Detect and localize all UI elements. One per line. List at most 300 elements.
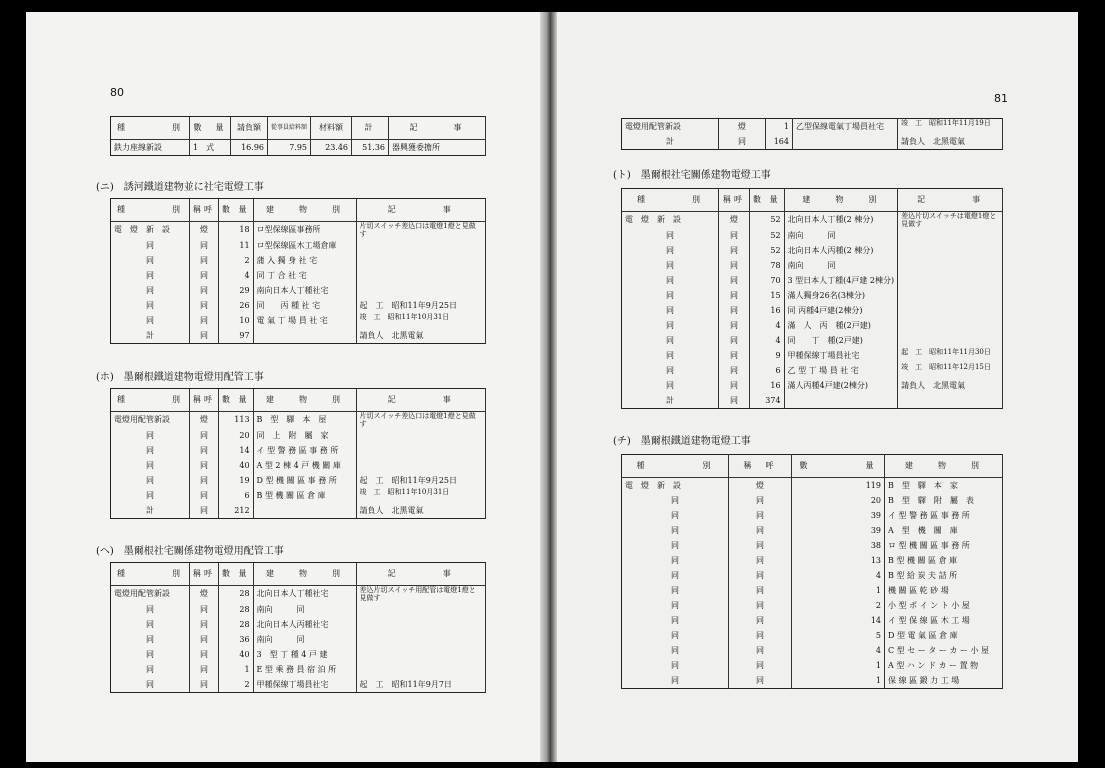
table-cell: 同 丙 種 社 宅	[253, 298, 356, 313]
table-cell: 同	[622, 288, 719, 303]
table-cell: 南向 同	[253, 632, 356, 647]
table-cell: 北向日本人丙種社宅	[253, 617, 356, 632]
column-header: 記 事	[356, 563, 485, 586]
table-cell: 乙 型 丁 場 員 社 宅	[784, 363, 898, 378]
table-cell: 同	[622, 658, 729, 673]
table-cell: 20	[219, 428, 254, 443]
table-cell: 2	[219, 253, 254, 268]
table-row	[111, 238, 486, 253]
table-continuation	[621, 118, 1003, 150]
table-cell: イ 型 保 線 區 木 工 場	[885, 613, 1003, 628]
table-cell: 竣 工 昭和11年10月31日	[356, 488, 485, 503]
table-cell: 同	[111, 283, 190, 298]
table-cell: 14	[792, 613, 885, 628]
table-row	[622, 243, 1003, 258]
table-cell: 燈	[190, 586, 219, 603]
column-header: 建 物 別	[253, 389, 356, 412]
table-cell: D 型 電 氣 區 倉 庫	[885, 628, 1003, 643]
table-cell: ロ型保線區木工場倉庫	[253, 238, 356, 253]
table-cell: 同	[622, 303, 719, 318]
table-cell: 3 型 丁 種 4 戸 建	[253, 647, 356, 662]
table-cell: 同	[190, 328, 219, 344]
table-cell: 同	[719, 348, 750, 363]
table-cell: 同	[622, 553, 729, 568]
right-page	[557, 12, 1078, 762]
table-cell: 52	[750, 243, 785, 258]
page-number-right: 81	[994, 92, 1008, 105]
table-row	[622, 568, 1003, 583]
table-header-row: 種 別 數 量 請負額 從事員給料額 材料額 計 記 事	[111, 117, 486, 140]
column-header: 建 物 別	[253, 563, 356, 586]
column-header: 稱呼	[719, 189, 750, 212]
table-cell: 差込片切スイッチ用配管は電燈1燈と見做す	[356, 586, 485, 603]
table-cell	[898, 258, 1003, 273]
table-cell	[898, 333, 1003, 348]
table-cell: 4	[750, 333, 785, 348]
table-cell: 同	[729, 583, 792, 598]
table-cell: 同	[111, 253, 190, 268]
column-header: 數 量	[219, 563, 254, 586]
table-cell: 6	[219, 488, 254, 503]
table-row	[622, 523, 1003, 538]
table-cell	[356, 647, 485, 662]
table-cell: B 型 驛 本 家	[885, 478, 1003, 494]
table-cell	[784, 393, 898, 409]
table-cell	[356, 632, 485, 647]
table-cell: 小 型 ポ イ ン ト 小 屋	[885, 598, 1003, 613]
table-cell: 同	[729, 613, 792, 628]
table-cell: 請負人 北黑電氣	[356, 503, 485, 519]
table-cell: 同	[111, 677, 190, 693]
section-title: (ヘ) 墨爾根社宅關係建物電燈用配管工事	[96, 546, 284, 557]
table-cell	[898, 243, 1003, 258]
table-cell: 同	[190, 503, 219, 519]
table-cell: 同	[729, 508, 792, 523]
table-section-ho	[110, 388, 486, 519]
table-cell: 15	[750, 288, 785, 303]
table-cell: 同	[719, 258, 750, 273]
table-row	[622, 348, 1003, 363]
table-cell: 2	[792, 598, 885, 613]
table-cell: A 型 2 棟 4 戸 機 關 庫	[253, 458, 356, 473]
table-cell: 起 工 昭和11年9月7日	[356, 677, 485, 693]
table-cell	[356, 238, 485, 253]
table-cell: 竣 工 昭和11年10月31日	[356, 313, 485, 328]
table-cell: 同 丙種4戸建(2棟分)	[784, 303, 898, 318]
column-header: 稱 呼	[729, 455, 792, 478]
table-cell: 燈	[729, 478, 792, 494]
table-cell: 同	[111, 268, 190, 283]
table-cell: 滿 人 丙 種(2戸建)	[784, 318, 898, 333]
table-cell	[356, 458, 485, 473]
table-cell: 南向 同	[253, 602, 356, 617]
table-cell: イ 型 警 務 區 事 務 所	[253, 443, 356, 458]
column-header: 種 別	[111, 563, 190, 586]
table-row	[111, 268, 486, 283]
table-row	[622, 393, 1003, 409]
table-cell: 電 燈 新 設	[622, 478, 729, 494]
table-cell: 同	[111, 647, 190, 662]
section-title: (ト) 墨爾根社宅關係建物電燈工事	[613, 170, 771, 181]
table-row	[111, 586, 486, 603]
table-row	[622, 478, 1003, 494]
table-cell: 同	[190, 443, 219, 458]
table-cell: 同	[622, 333, 719, 348]
table-cell: 甲種保線丁場員社宅	[784, 348, 898, 363]
column-header: 數 量	[792, 455, 885, 478]
table-cell: 同	[190, 283, 219, 298]
table-cell: 18	[219, 222, 254, 239]
table-cell: 同	[719, 318, 750, 333]
table-cell: 1	[792, 583, 885, 598]
table-row	[622, 363, 1003, 378]
table-row	[622, 613, 1003, 628]
table-cell: 70	[750, 273, 785, 288]
table-cell: 4	[750, 318, 785, 333]
table-cell: 同	[729, 598, 792, 613]
table-row	[622, 673, 1003, 689]
table-row	[622, 553, 1003, 568]
table-cell: 同	[729, 568, 792, 583]
table-row	[622, 288, 1003, 303]
table-cell: 同	[622, 643, 729, 658]
table-header-row	[111, 563, 486, 586]
table-cell: B 型 機 關 區 倉 庫	[253, 488, 356, 503]
table-cell: 同	[719, 134, 766, 150]
column-header: 記 事	[898, 189, 1003, 212]
table-cell: 同	[190, 602, 219, 617]
table-cell: 同	[622, 348, 719, 363]
table-cell: 28	[219, 602, 254, 617]
table-cell: 3 型日本人丁種(4戸建 2棟分)	[784, 273, 898, 288]
page-number-left: 80	[110, 86, 124, 99]
section-title: (ニ) 誘河鐵道建物並に社宅電燈工事	[96, 182, 264, 193]
column-header: 稱呼	[190, 199, 219, 222]
table-cell: 同	[622, 598, 729, 613]
column-header: 稱呼	[190, 389, 219, 412]
table-cell: 同	[729, 658, 792, 673]
table-cell: 起 工 昭和11年11月30日	[898, 348, 1003, 363]
table-cell: 1	[219, 662, 254, 677]
table-cell: 374	[750, 393, 785, 409]
table-cell	[356, 428, 485, 443]
table-cell: 同	[622, 583, 729, 598]
table-row	[622, 228, 1003, 243]
table-cell: 10	[219, 313, 254, 328]
table-cell: 6	[750, 363, 785, 378]
table-cell: 同	[719, 378, 750, 393]
left-page	[26, 12, 540, 762]
table-cell: 電燈用配管新設	[111, 412, 190, 429]
table-cell: 同	[622, 378, 719, 393]
table-cell: 同	[719, 228, 750, 243]
table-row	[622, 658, 1003, 673]
table-cell: 計	[622, 393, 719, 409]
table-header-row	[111, 389, 486, 412]
table-cell: 52	[750, 212, 785, 229]
table-cell: 同	[729, 553, 792, 568]
table-section-to	[621, 188, 1003, 409]
table-cell: 差込片切スイッチは電燈1燈と見做す	[898, 212, 1003, 229]
table-cell: 同	[622, 628, 729, 643]
table-cell: 竣 工 昭和11年11月19日	[898, 119, 1003, 135]
table-cell: 38	[792, 538, 885, 553]
table-row	[111, 488, 486, 503]
column-header: 數 量	[219, 199, 254, 222]
section-title: (チ) 墨爾根鐵道建物電燈工事	[613, 436, 751, 447]
table-cell: 4	[219, 268, 254, 283]
column-header: 稱呼	[190, 563, 219, 586]
column-header: 建 物 別	[253, 199, 356, 222]
table-cell: 同	[622, 318, 719, 333]
table-cell: 燈	[190, 222, 219, 239]
table-cell: 同	[719, 273, 750, 288]
table-cell: 97	[219, 328, 254, 344]
table-cell: A 型 ハ ン ド カ ー 置 物	[885, 658, 1003, 673]
table-cell: 同	[190, 458, 219, 473]
table-cell: 113	[219, 412, 254, 429]
table-cell: 5	[792, 628, 885, 643]
table-cell: 同	[719, 333, 750, 348]
column-header: 種 別	[111, 199, 190, 222]
table-cell: 同	[622, 508, 729, 523]
table-cell: 同	[190, 677, 219, 693]
table-row	[111, 283, 486, 298]
table-cell: 電 燈 新 設	[111, 222, 190, 239]
table-cell: 片切スイッチ差込口は電燈1燈と見做す	[356, 412, 485, 429]
table-cell	[356, 662, 485, 677]
table-cell: 4	[792, 568, 885, 583]
table-row	[111, 602, 486, 617]
table-cell: 同	[111, 662, 190, 677]
column-header: 數 量	[750, 189, 785, 212]
table-cell: 同	[622, 493, 729, 508]
table-cell: 同 丁 合 社 宅	[253, 268, 356, 283]
table-cell: 同	[111, 428, 190, 443]
table-cell: 片切スイッチ差込口は電燈1燈と見做す	[356, 222, 485, 239]
table-cell: 同	[719, 288, 750, 303]
table-cell	[356, 602, 485, 617]
table-cell: 2	[219, 677, 254, 693]
table-cell: 同	[111, 488, 190, 503]
table-cell: 78	[750, 258, 785, 273]
table-cell: 29	[219, 283, 254, 298]
table-cell: 同	[111, 632, 190, 647]
table-cell: 南向日本人丁種社宅	[253, 283, 356, 298]
table-cell: 同	[190, 617, 219, 632]
table-cell: 36	[219, 632, 254, 647]
table-cell: 13	[792, 553, 885, 568]
table-row	[622, 119, 1003, 135]
table-row	[622, 273, 1003, 288]
table-cell: 同	[111, 238, 190, 253]
table-cell: 同	[190, 238, 219, 253]
table-cell: 電燈用配管新設	[622, 119, 719, 135]
table-cell: 4	[792, 643, 885, 658]
table-cell: 滿人獨身26名(3棟分)	[784, 288, 898, 303]
table-cell: 起 工 昭和11年9月25日	[356, 298, 485, 313]
column-header: 記 事	[356, 389, 485, 412]
table-cell: B 型 機 關 區 倉 庫	[885, 553, 1003, 568]
table-cell: 計	[111, 328, 190, 344]
table-cell: 同	[729, 628, 792, 643]
table-row	[111, 473, 486, 488]
table-cell: 甲種保線丁場員社宅	[253, 677, 356, 693]
column-header: 數 量	[219, 389, 254, 412]
table-cell: 乙型保線電氣丁場員社宅	[793, 119, 898, 135]
table-cell: B 型 給 炭 夫 詰 所	[885, 568, 1003, 583]
table-cell: 北向日本人丁種(2 棟分)	[784, 212, 898, 229]
table-cell: 同	[622, 613, 729, 628]
table-cell: 蒲 入 獨 身 社 宅	[253, 253, 356, 268]
table-cell: 同	[719, 243, 750, 258]
table-cell: 同	[111, 473, 190, 488]
table-row	[111, 412, 486, 429]
table-cell: イ 型 警 務 區 事 務 所	[885, 508, 1003, 523]
table-cell: 同	[190, 268, 219, 283]
table-row	[622, 303, 1003, 318]
table-cell: 北向日本人丙種(2 棟分)	[784, 243, 898, 258]
table-cell: 同	[190, 632, 219, 647]
table-cell: 1	[766, 119, 793, 135]
table-cell	[253, 503, 356, 519]
table-cell	[253, 328, 356, 344]
table-header-row	[622, 189, 1003, 212]
table-cell: 南向 同	[784, 258, 898, 273]
table-cell: 同	[729, 643, 792, 658]
table-cell: 40	[219, 647, 254, 662]
table-cell: 同	[729, 523, 792, 538]
table-cell: 同	[190, 488, 219, 503]
table-cell: 同	[719, 363, 750, 378]
table-cell: 119	[792, 478, 885, 494]
table-cell	[793, 134, 898, 150]
table-row	[111, 617, 486, 632]
table-cell: 同	[719, 393, 750, 409]
table-cell: 同	[622, 228, 719, 243]
table-cell: 39	[792, 508, 885, 523]
column-header: 建 物 別	[885, 455, 1003, 478]
table-cell: 請負人 北黑電氣	[898, 134, 1003, 150]
table-cell	[898, 288, 1003, 303]
table-cell: 19	[219, 473, 254, 488]
table-row	[622, 493, 1003, 508]
table-row	[622, 134, 1003, 150]
table-cell: 同	[729, 493, 792, 508]
table-cell: 同	[622, 538, 729, 553]
table-cell: 同	[111, 617, 190, 632]
table-cell	[356, 268, 485, 283]
table-row: 鉄力座線新設 1 式 16.96 7.95 23.46 51.36 器興獲委擔所	[111, 140, 486, 156]
table-cell: 同	[729, 538, 792, 553]
table-row	[111, 503, 486, 519]
table-row	[111, 443, 486, 458]
table-row	[111, 222, 486, 239]
table-row	[111, 632, 486, 647]
table-row	[622, 538, 1003, 553]
table-cell: 保 線 區 鍛 力 工 場	[885, 673, 1003, 689]
table-cell: 燈	[190, 412, 219, 429]
table-cell: 同	[622, 258, 719, 273]
table-row	[111, 298, 486, 313]
table-row	[111, 662, 486, 677]
table-cell: D 型 機 關 區 事 務 所	[253, 473, 356, 488]
section-title: (ホ) 墨爾根鐵道建物電燈用配管工事	[96, 372, 264, 383]
table-cost-summary	[110, 116, 486, 156]
table-cell: 滿人丙種4戸建(2棟分)	[784, 378, 898, 393]
table-cell: 同	[190, 298, 219, 313]
table-cell: 同	[190, 313, 219, 328]
table-row	[622, 333, 1003, 348]
table-cell	[898, 393, 1003, 409]
table-cell: 同 上 附 屬 家	[253, 428, 356, 443]
table-cell: 同	[622, 568, 729, 583]
table-cell	[898, 318, 1003, 333]
table-cell: 14	[219, 443, 254, 458]
table-cell	[356, 283, 485, 298]
table-cell: 同 丁 種(2戸建)	[784, 333, 898, 348]
table-row	[111, 328, 486, 344]
table-cell: 同	[111, 458, 190, 473]
table-cell: 電 氣 丁 場 員 社 宅	[253, 313, 356, 328]
table-cell: 16	[750, 303, 785, 318]
column-header: 建 物 別	[784, 189, 898, 212]
table-row	[622, 508, 1003, 523]
table-cell: 計	[111, 503, 190, 519]
table-cell: 212	[219, 503, 254, 519]
table-cell: 同	[719, 303, 750, 318]
table-cell: 20	[792, 493, 885, 508]
table-cell: 同	[622, 273, 719, 288]
column-header: 種 別	[622, 455, 729, 478]
table-row	[111, 253, 486, 268]
table-section-ni	[110, 198, 486, 344]
table-cell: C 型 セ ー タ ー カ ー 小 屋	[885, 643, 1003, 658]
table-row	[111, 647, 486, 662]
table-cell: 同	[111, 602, 190, 617]
table-cell: 同	[622, 243, 719, 258]
table-cell: 1	[792, 658, 885, 673]
table-cell: 同	[111, 313, 190, 328]
table-cell: 電 燈 新 設	[622, 212, 719, 229]
table-cell: 請負人 北黑電氣	[898, 378, 1003, 393]
table-cell: 26	[219, 298, 254, 313]
table-cell: 同	[190, 647, 219, 662]
table-cell: 起 工 昭和11年9月25日	[356, 473, 485, 488]
table-cell: 竣 工 昭和11年12月15日	[898, 363, 1003, 378]
table-cell: 同	[190, 428, 219, 443]
table-cell: ロ 型 機 關 區 事 務 所	[885, 538, 1003, 553]
table-cell: 同	[622, 673, 729, 689]
table-cell: 同	[190, 473, 219, 488]
table-cell	[356, 617, 485, 632]
table-cell: A 型 機 關 庫	[885, 523, 1003, 538]
table-cell	[898, 273, 1003, 288]
table-cell: 同	[111, 298, 190, 313]
table-row	[622, 628, 1003, 643]
table-row	[111, 677, 486, 693]
table-cell: 39	[792, 523, 885, 538]
table-row	[622, 258, 1003, 273]
table-row	[111, 313, 486, 328]
table-header-row	[622, 455, 1003, 478]
table-row	[111, 458, 486, 473]
column-header: 種 別	[111, 389, 190, 412]
table-cell: 請負人 北黑電氣	[356, 328, 485, 344]
table-cell: 燈	[719, 212, 750, 229]
table-cell: E 型 乘 務 員 宿 泊 所	[253, 662, 356, 677]
table-cell: 同	[111, 443, 190, 458]
